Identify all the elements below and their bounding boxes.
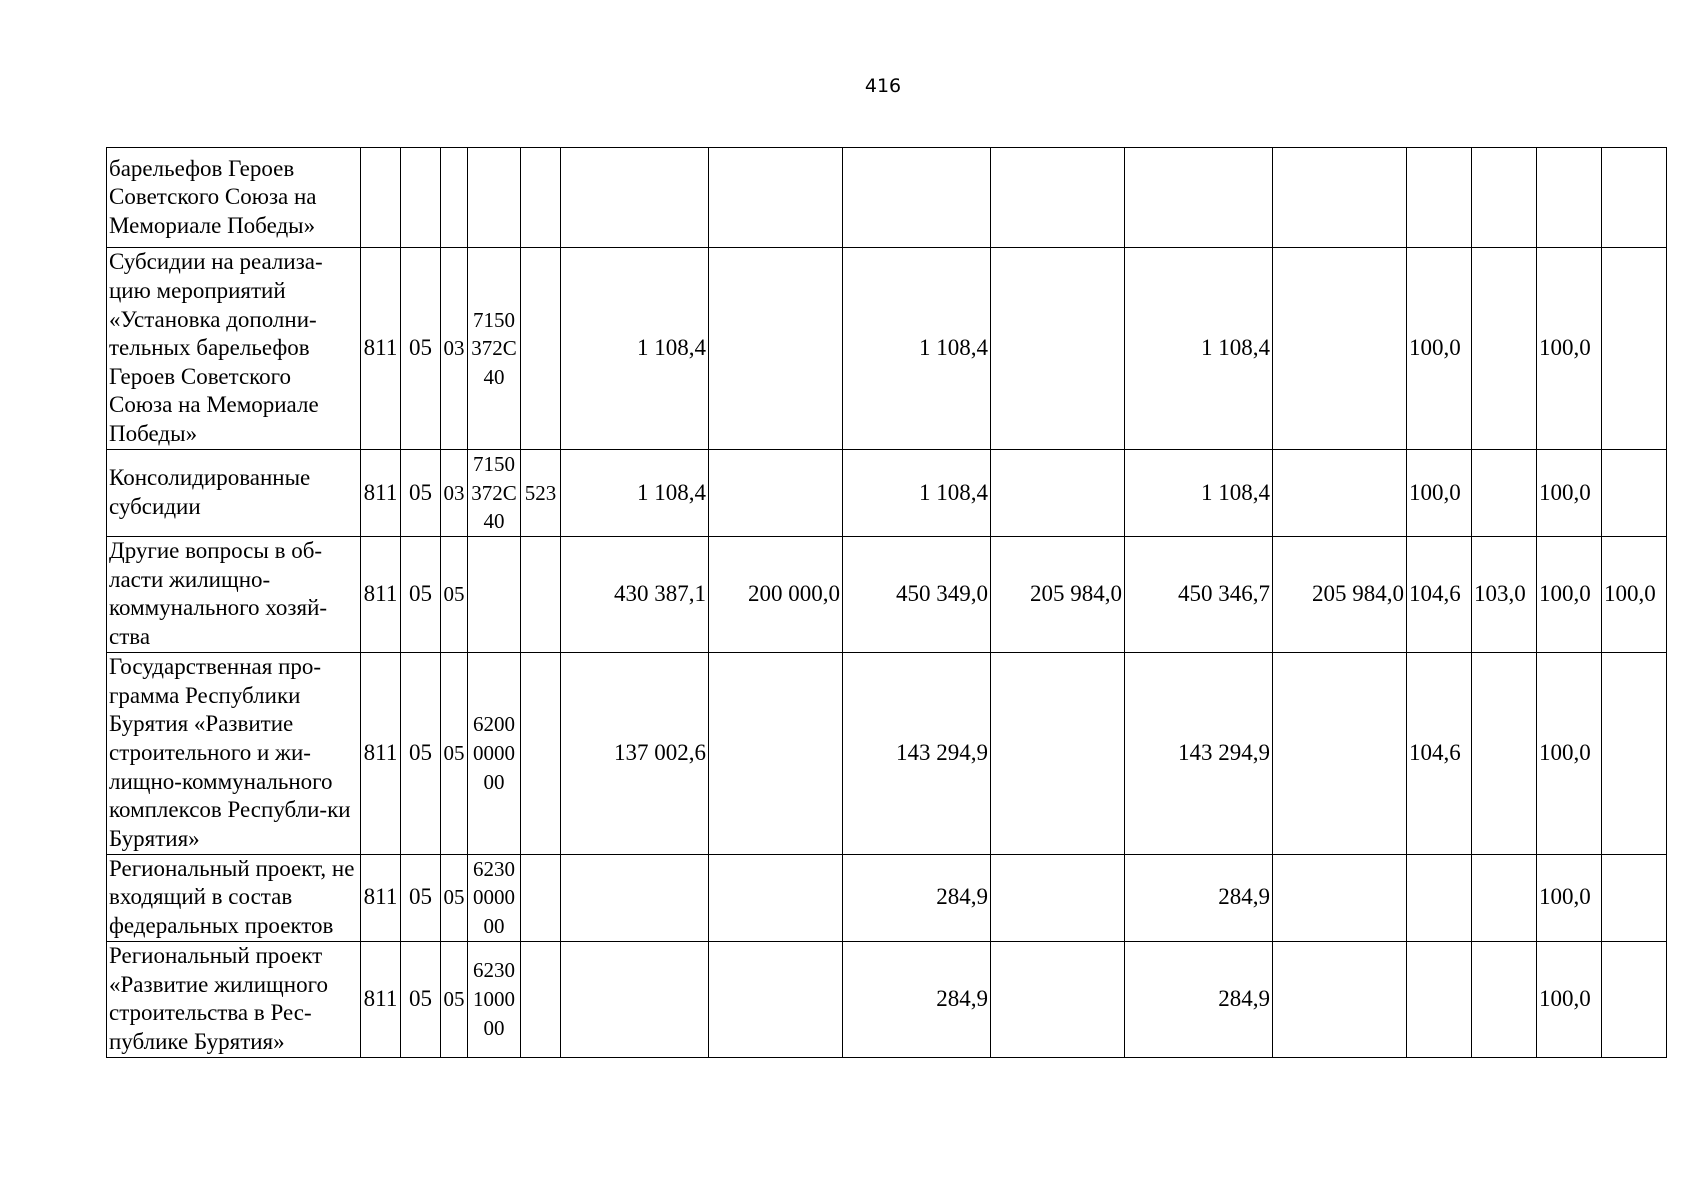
percent-clarified-total: 100,0 [1537, 652, 1602, 854]
executed-federal [1273, 248, 1407, 450]
ved-code: 811 [361, 536, 401, 652]
percent-plan-total: 100,0 [1407, 450, 1472, 537]
table-body [107, 148, 1667, 1058]
clarified-total: 284,9 [843, 854, 991, 941]
table-row [107, 536, 1667, 652]
percent-plan-federal [1472, 450, 1537, 537]
percent-plan-federal [1472, 854, 1537, 941]
clarified-federal [991, 941, 1125, 1057]
percent-plan-federal [1472, 248, 1537, 450]
ved-code: 811 [361, 652, 401, 854]
subsection-code: 05 [441, 941, 468, 1057]
expense-type-code [521, 536, 561, 652]
percent-clarified-federal [1602, 148, 1667, 248]
executed-total: 284,9 [1125, 941, 1273, 1057]
clarified-federal [991, 854, 1125, 941]
clarified-total: 1 108,4 [843, 450, 991, 537]
target-article-code: 7150 372С 40 [468, 248, 521, 450]
executed-federal: 205 984,0 [1273, 536, 1407, 652]
clarified-federal [991, 148, 1125, 248]
subsection-code: 05 [441, 854, 468, 941]
table-row [107, 148, 1667, 248]
plan-total: 430 387,1 [561, 536, 709, 652]
clarified-federal [991, 248, 1125, 450]
table-row [107, 248, 1667, 450]
percent-plan-total: 100,0 [1407, 248, 1472, 450]
percent-clarified-total: 100,0 [1537, 450, 1602, 537]
expense-type-code [521, 854, 561, 941]
percent-plan-total: 104,6 [1407, 536, 1472, 652]
percent-clarified-total: 100,0 [1537, 854, 1602, 941]
table-row [107, 941, 1667, 1057]
executed-total: 450 346,7 [1125, 536, 1273, 652]
percent-plan-total [1407, 941, 1472, 1057]
row-name: Другие вопросы в об-ласти жилищно-коммунального хозяй-ства [107, 536, 361, 652]
row-name: Региональный проект, не входящий в состав федеральных проектов [107, 854, 361, 941]
expense-type-code [521, 148, 561, 248]
percent-plan-federal [1472, 941, 1537, 1057]
ved-code: 811 [361, 941, 401, 1057]
plan-federal [709, 652, 843, 854]
expense-type-code [521, 652, 561, 854]
section-code [401, 148, 441, 248]
row-name: Региональный проект «Развитие жилищного строительства в Рес-публике Бурятия» [107, 941, 361, 1057]
percent-plan-total [1407, 148, 1472, 248]
executed-total [1125, 148, 1273, 248]
percent-plan-federal [1472, 148, 1537, 248]
plan-federal [709, 941, 843, 1057]
clarified-federal: 205 984,0 [991, 536, 1125, 652]
expense-type-code [521, 941, 561, 1057]
page-number: 416 [864, 75, 902, 97]
ved-code: 811 [361, 248, 401, 450]
executed-federal [1273, 148, 1407, 248]
row-name: барельефов Героев Советского Союза на Мемориале Победы» [107, 148, 361, 248]
plan-federal [709, 148, 843, 248]
table-row [107, 652, 1667, 854]
percent-clarified-federal [1602, 652, 1667, 854]
executed-federal [1273, 854, 1407, 941]
plan-total: 1 108,4 [561, 248, 709, 450]
percent-clarified-federal [1602, 941, 1667, 1057]
expense-type-code [521, 248, 561, 450]
plan-total [561, 148, 709, 248]
plan-total [561, 941, 709, 1057]
plan-federal [709, 854, 843, 941]
executed-total: 284,9 [1125, 854, 1273, 941]
target-article-code: 6230 0000 00 [468, 854, 521, 941]
percent-clarified-federal [1602, 450, 1667, 537]
clarified-total: 284,9 [843, 941, 991, 1057]
percent-clarified-federal: 100,0 [1602, 536, 1667, 652]
subsection-code: 03 [441, 450, 468, 537]
table-row [107, 854, 1667, 941]
target-article-code [468, 148, 521, 248]
section-code: 05 [401, 536, 441, 652]
percent-plan-federal [1472, 652, 1537, 854]
clarified-federal [991, 652, 1125, 854]
subsection-code: 05 [441, 536, 468, 652]
ved-code: 811 [361, 854, 401, 941]
percent-clarified-total: 100,0 [1537, 941, 1602, 1057]
percent-plan-total: 104,6 [1407, 652, 1472, 854]
clarified-total: 143 294,9 [843, 652, 991, 854]
section-code: 05 [401, 652, 441, 854]
section-code: 05 [401, 854, 441, 941]
clarified-total [843, 148, 991, 248]
section-code: 05 [401, 248, 441, 450]
target-article-code: 6230 1000 00 [468, 941, 521, 1057]
subsection-code [441, 148, 468, 248]
executed-total: 1 108,4 [1125, 450, 1273, 537]
plan-federal: 200 000,0 [709, 536, 843, 652]
percent-clarified-total [1537, 148, 1602, 248]
percent-plan-total [1407, 854, 1472, 941]
plan-total: 1 108,4 [561, 450, 709, 537]
row-name: Консолидированные субсидии [107, 450, 361, 537]
clarified-total: 1 108,4 [843, 248, 991, 450]
executed-total: 143 294,9 [1125, 652, 1273, 854]
plan-federal [709, 450, 843, 537]
row-name: Государственная про-грамма Республики Бурятия «Развитие строительного и жи-лищно-коммунального комплексов Республи-ки Бурятия» [107, 652, 361, 854]
ved-code [361, 148, 401, 248]
clarified-federal [991, 450, 1125, 537]
section-code: 05 [401, 450, 441, 537]
table-row [107, 450, 1667, 537]
row-name: Субсидии на реализа-цию мероприятий «Установка дополни-тельных барельефов Героев Советского Союза на Мемориале Победы» [107, 248, 361, 450]
ved-code: 811 [361, 450, 401, 537]
executed-federal [1273, 941, 1407, 1057]
subsection-code: 05 [441, 652, 468, 854]
budget-table [106, 147, 1667, 1058]
percent-clarified-federal [1602, 248, 1667, 450]
percent-clarified-total: 100,0 [1537, 248, 1602, 450]
percent-clarified-total: 100,0 [1537, 536, 1602, 652]
executed-federal [1273, 652, 1407, 854]
target-article-code: 7150 372С 40 [468, 450, 521, 537]
executed-federal [1273, 450, 1407, 537]
section-code: 05 [401, 941, 441, 1057]
plan-total: 137 002,6 [561, 652, 709, 854]
target-article-code [468, 536, 521, 652]
percent-clarified-federal [1602, 854, 1667, 941]
executed-total: 1 108,4 [1125, 248, 1273, 450]
percent-plan-federal: 103,0 [1472, 536, 1537, 652]
subsection-code: 03 [441, 248, 468, 450]
target-article-code: 6200 0000 00 [468, 652, 521, 854]
plan-federal [709, 248, 843, 450]
clarified-total: 450 349,0 [843, 536, 991, 652]
plan-total [561, 854, 709, 941]
expense-type-code: 523 [521, 450, 561, 537]
